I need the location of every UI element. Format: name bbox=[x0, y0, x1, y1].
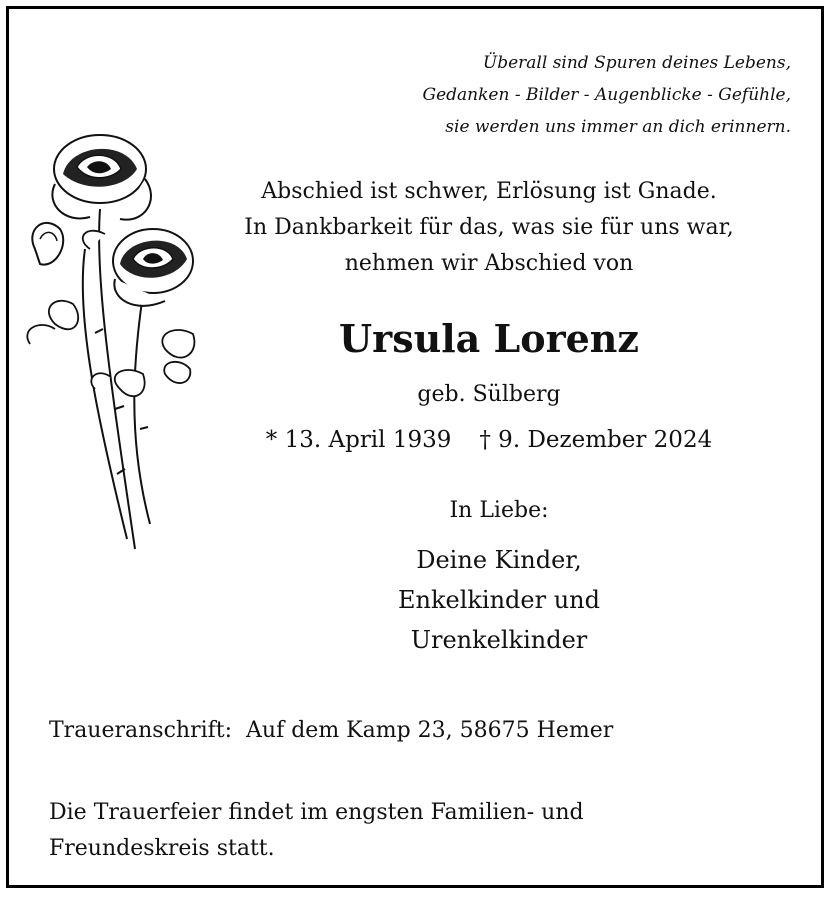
intro-line: In Dankbarkeit für das, was sie für uns war, bbox=[244, 215, 734, 240]
top-rose-icon bbox=[52, 135, 151, 220]
mourner-line: Deine Kinder, bbox=[416, 546, 582, 574]
mourner-line: Urenkelkinder bbox=[410, 626, 588, 654]
address-label: Traueranschrift: bbox=[49, 718, 233, 743]
mourner-line: Enkelkinder und bbox=[397, 586, 601, 614]
mourners-list bbox=[189, 540, 809, 660]
poem-line: sie werden uns immer an dich erinnern. bbox=[445, 117, 791, 137]
middle-rose-icon bbox=[113, 229, 193, 306]
death-date: † 9. Dezember 2024 bbox=[479, 427, 713, 453]
poem-verse bbox=[311, 47, 791, 143]
rose-illustration bbox=[15, 129, 205, 559]
life-dates bbox=[179, 421, 799, 459]
intro-text bbox=[189, 174, 789, 282]
address-value: Auf dem Kamp 23, 58675 Hemer bbox=[246, 718, 614, 743]
intro-line: nehmen wir Abschied von bbox=[344, 251, 634, 276]
condolence-address bbox=[49, 713, 613, 749]
poem-line: Überall sind Spuren deines Lebens, bbox=[482, 53, 791, 73]
poem-line: Gedanken - Bilder - Augenblicke - Gefühle, bbox=[422, 85, 791, 105]
intro-line: Abschied ist schwer, Erlösung ist Gnade. bbox=[261, 179, 717, 204]
deceased-name: Ursula Lorenz bbox=[339, 316, 639, 361]
obituary-frame bbox=[6, 6, 824, 888]
rose-bud-icon bbox=[32, 223, 63, 265]
birth-name: geb. Sülberg bbox=[417, 382, 561, 407]
mourners-heading: In Liebe: bbox=[449, 498, 549, 523]
birth-date: * 13. April 1939 bbox=[265, 427, 452, 453]
funeral-notice: Die Trauerfeier findet im engsten Familien- und Freundeskreis statt. bbox=[49, 800, 584, 861]
